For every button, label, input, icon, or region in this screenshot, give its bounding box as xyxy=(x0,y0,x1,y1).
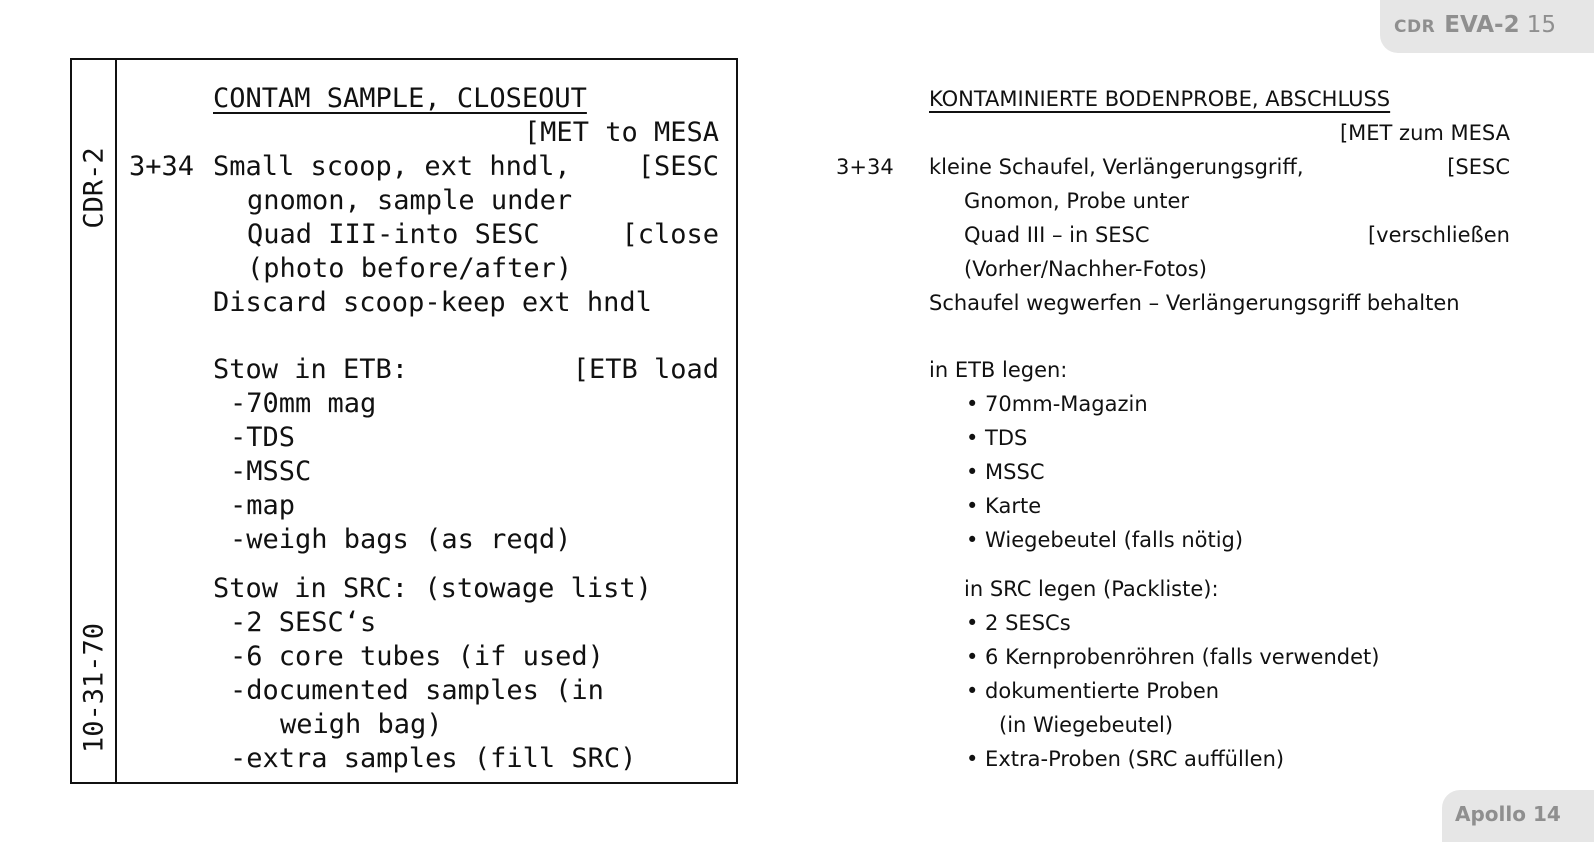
original-src-item: -extra samples (fill SRC) xyxy=(230,743,637,774)
card-side-label-bottom: 10-31-70 xyxy=(78,622,110,754)
original-line-3: Quad III-into SESC xyxy=(247,219,540,250)
header-cdr: CDR xyxy=(1394,17,1436,37)
original-line-1-right: [SESC xyxy=(637,151,719,182)
translation-line-4: (Vorher/Nachher-Fotos) xyxy=(964,257,1207,281)
original-line-5: Discard scoop-keep ext hndl xyxy=(213,287,652,318)
original-src-item: -6 core tubes (if used) xyxy=(230,641,604,672)
translation-src-heading: in SRC legen (Packliste): xyxy=(964,577,1219,601)
header-page-number: 15 xyxy=(1526,12,1556,38)
card-side-label-top: CDR-2 xyxy=(78,147,110,229)
original-etb-right: [ETB load xyxy=(572,354,719,385)
translation-line-5: Schaufel wegwerfen – Verlängerungsgriff behalten xyxy=(929,291,1460,315)
card-side-strip xyxy=(72,60,117,782)
original-line-1: Small scoop, ext hndl, xyxy=(213,151,571,182)
footer-mission: Apollo 14 xyxy=(1455,802,1561,826)
translation-etb-item: • Karte xyxy=(966,494,1042,518)
original-met: [MET to MESA xyxy=(523,117,719,148)
translation-src-item: • 6 Kernprobenröhren (falls verwendet) xyxy=(966,645,1380,669)
original-line-3-right: [close xyxy=(621,219,719,250)
original-time: 3+34 xyxy=(129,151,195,182)
original-title: CONTAM SAMPLE, CLOSEOUT xyxy=(213,83,587,114)
original-src-item: -2 SESC‘s xyxy=(230,607,377,638)
original-etb-item: -70mm mag xyxy=(230,388,377,419)
original-etb-item: -weigh bags (as reqd) xyxy=(230,524,572,555)
header-eva: EVA-2 xyxy=(1444,12,1520,38)
translation-line-1: kleine Schaufel, Verlängerungsgriff, xyxy=(929,155,1304,179)
translation-line-1-right: [SESC xyxy=(1447,155,1510,179)
original-etb-item: -map xyxy=(230,490,296,521)
translation-etb-item: • 70mm-Magazin xyxy=(966,392,1148,416)
translation-src-item: • dokumentierte Proben xyxy=(966,679,1220,703)
original-src-item-continued: weigh bag) xyxy=(280,709,443,740)
translation-met: [MET zum MESA xyxy=(1339,121,1510,145)
page-header-badge xyxy=(1380,0,1594,53)
translation-line-3: Quad III – in SESC xyxy=(964,223,1150,247)
translation-line-2: Gnomon, Probe unter xyxy=(964,189,1190,213)
page-footer-badge xyxy=(1442,790,1594,842)
original-etb-item: -MSSC xyxy=(230,456,312,487)
translation-etb-heading: in ETB legen: xyxy=(929,358,1068,382)
translation-title: KONTAMINIERTE BODENPROBE, ABSCHLUSS xyxy=(929,87,1391,111)
translation-etb-item: • Wiegebeutel (falls nötig) xyxy=(966,528,1244,552)
translation-etb-item: • TDS xyxy=(966,426,1028,450)
translation-src-item: • Extra-Proben (SRC auffüllen) xyxy=(966,747,1285,771)
original-line-2: gnomon, sample under xyxy=(247,185,573,216)
original-etb-heading: Stow in ETB: xyxy=(213,354,409,385)
translation-line-3-right: [verschließen xyxy=(1367,223,1510,247)
translation-time: 3+34 xyxy=(836,155,894,179)
original-src-item: -documented samples (in xyxy=(230,675,604,706)
original-line-4: (photo before/after) xyxy=(247,253,573,284)
translation-etb-item: • MSSC xyxy=(966,460,1045,484)
translation-src-item-continued: (in Wiegebeutel) xyxy=(999,713,1174,737)
original-src-heading: Stow in SRC: (stowage list) xyxy=(213,573,652,604)
original-checklist-card xyxy=(70,58,738,784)
original-etb-item: -TDS xyxy=(230,422,296,453)
translation-src-item: • 2 SESCs xyxy=(966,611,1071,635)
